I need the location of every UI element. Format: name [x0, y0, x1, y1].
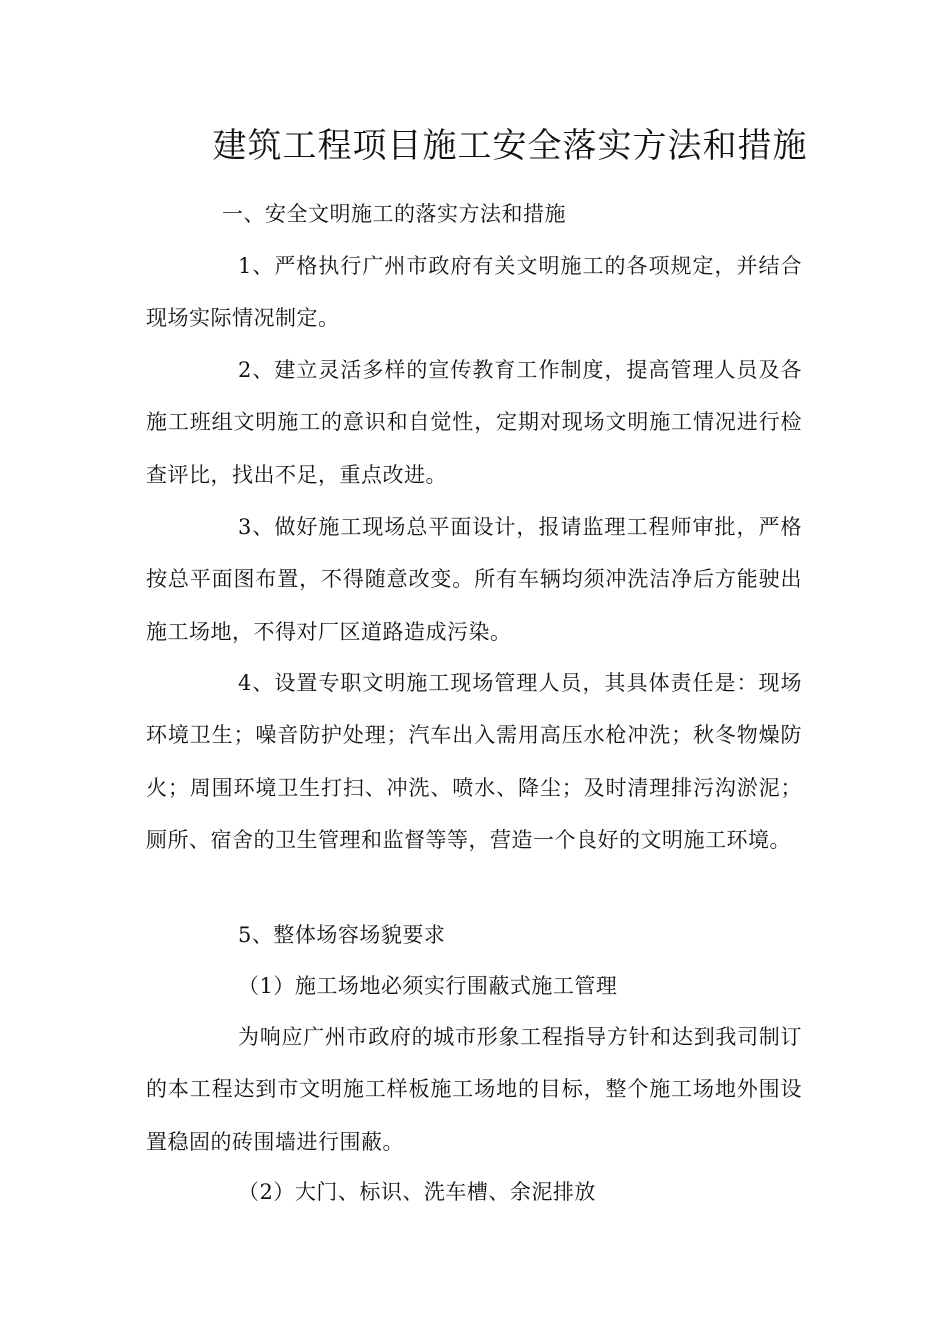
sub-item-2-heading: （2）大门、标识、洗车槽、余泥排放: [238, 1180, 596, 1204]
paragraph-item-4: 4、设置专职文明施工现场管理人员，其具体责任是：现场环境卫生；噪音防护处理；汽车出入需用高压水枪冲洗；秋冬物燥防火；周围环境卫生打扫、冲洗、喷水、降尘；及时清理排污沟淤泥；厕所、宿舍的卫生管理和监督等等，营造一个良好的文明施工环境。: [146, 671, 802, 852]
sub-item-1-body: 为响应广州市政府的城市形象工程指导方针和达到我司制订的本工程达到市文明施工样板施工场地的目标，整个施工场地外围设置稳固的砖围墙进行围蔽。: [146, 1025, 802, 1154]
paragraph-item-3: 3、做好施工现场总平面设计，报请监理工程师审批，严格按总平面图布置，不得随意改变。所有车辆均须冲洗洁净后方能驶出施工场地，不得对厂区道路造成污染。: [146, 515, 802, 644]
paragraph-item-5: 5、整体场容场貌要求: [238, 923, 446, 947]
sub-item-1-heading: （1）施工场地必须实行围蔽式施工管理: [238, 974, 618, 998]
paragraph-item-1: 1、严格执行广州市政府有关文明施工的各项规定，并结合现场实际情况制定。: [146, 254, 802, 331]
paragraph-item-2: 2、建立灵活多样的宣传教育工作制度，提高管理人员及各施工班组文明施工的意识和自觉性，定期对现场文明施工情况进行检查评比，找出不足，重点改进。: [146, 358, 802, 487]
document-title: 建筑工程项目施工安全落实方法和措施: [212, 126, 808, 166]
section-heading-1: 一、安全文明施工的落实方法和措施: [222, 202, 566, 226]
